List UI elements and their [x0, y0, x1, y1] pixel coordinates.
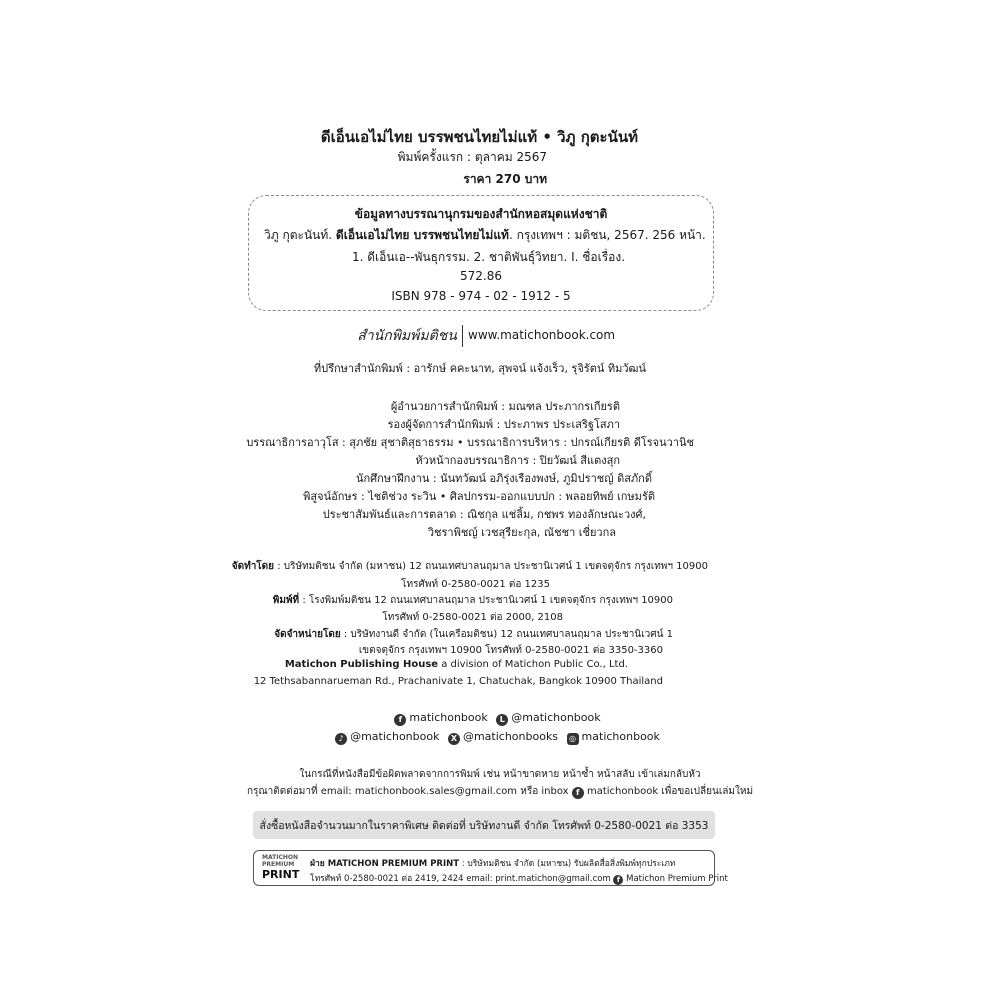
proof-design: พิสูจน์อักษร : ไชติช่วง ระวิน • ศิลปกรรม-ออกแบบปก : พลอยทิพย์ เกษมรัติ [303, 490, 655, 503]
printed-phone: โทรศัพท์ 0-2580-0021 ต่อ 2000, 2108 [382, 612, 563, 623]
instagram-handle[interactable]: matichonbook [581, 730, 660, 743]
address-en: 12 Tethsabannarueman Rd., Prachanivate 1, Chatuchak, Bangkok 10900 Thailand [253, 676, 663, 687]
editorial-head: หัวหน้ากองบรรณาธิการ : ปิยวัฒน์ สีแตงสุก [415, 454, 620, 467]
premium-print-box [253, 850, 728, 886]
line-handle[interactable]: @matichonbook [511, 711, 601, 724]
premium-print-line-1 [310, 856, 675, 870]
facebook-icon[interactable]: f [394, 714, 406, 726]
tiktok-handle[interactable]: @matichonbook [350, 730, 440, 743]
price: ราคา 270 บาท [463, 172, 547, 186]
logo-divider [462, 325, 463, 347]
made-by [232, 559, 708, 574]
editors: บรรณาธิการอาวุโส : สุภชัย สุชาติสุธาธรรม • บรรณาธิการบริหาร : ปกรณ์เกียรติ ดีโรจนวานิช [246, 436, 694, 449]
line-icon[interactable]: L [496, 714, 508, 726]
made-by-text: : บริษัทมติชน จำกัด (มหาชน) 12 ถนนเทศบาลนฤมาล ประชานิเวศน์ 1 เขตจตุจักร กรุงเทพฯ 10900 [274, 561, 708, 572]
facebook-icon[interactable]: f [572, 787, 584, 799]
distributor-phone: เขตจตุจักร กรุงเทพฯ 10900 โทรศัพท์ 0-2580-0021 ต่อ 3350-3360 [358, 645, 663, 656]
director: ผู้อำนวยการสำนักพิมพ์ : มณฑล ประภากรเกียรติ [390, 400, 620, 413]
printed-at [273, 593, 673, 608]
premium-print-desc: : บริษัทมติชน จำกัด (มหาชน) รับผลิตสื่อสิ่งพิมพ์ทุกประเภท [459, 859, 676, 869]
first-print: พิมพ์ครั้งแรก : ตุลาคม 2567 [397, 150, 547, 164]
made-by-label: จัดทำโดย [231, 561, 275, 572]
deputy-manager: รองผู้จัดการสำนักพิมพ์ : ประภาพร ประเสริฐโสภา [387, 418, 620, 431]
premium-print-label: ฝ่าย MATICHON PREMIUM PRINT [310, 859, 460, 869]
instagram-icon[interactable]: ◎ [567, 733, 579, 745]
cip-subjects: 1. ดีเอ็นเอ--พันธุกรรม. 2. ชาติพันธุ์วิทยา. I. ชื่อเรื่อง. [352, 250, 626, 264]
trainees: นักศึกษาฝึกงาน : นันทวัฒน์ อภิรุ่งเรืองพงษ์, ภูมิปราชญ์ ดิสภักดิ์ [355, 472, 652, 485]
x-handle[interactable]: @matichonbooks [462, 730, 559, 743]
cip-title: ดีเอ็นเอไม่ไทย บรรพชนไทยไม่แท้ [335, 228, 509, 242]
logo-premium: PREMIUM [262, 861, 295, 868]
notice-exchange: เพื่อขอเปลี่ยนเล่มใหม่ [661, 786, 754, 797]
website: www.matichonbook.com [468, 328, 616, 342]
facebook-handle[interactable]: matichonbook [409, 711, 488, 724]
x-icon[interactable]: X [448, 733, 460, 745]
cip-entry [264, 226, 706, 245]
distributor-label: จัดจำหน่ายโดย [274, 629, 341, 640]
tiktok-icon[interactable]: ♪ [335, 733, 347, 745]
social-row-2 [0, 730, 1000, 745]
logo-print: PRINT [262, 868, 300, 881]
cip-author: วิภู กุตะนันท์. [264, 228, 336, 242]
premium-print-contact: โทรศัพท์ 0-2580-0021 ต่อ 2419, 2424 email: print.matichon@gmail.com [310, 874, 611, 884]
publishing-house-rest: a division of Matichon Public Co., Ltd. [438, 659, 628, 670]
notice-line-1: ในกรณีที่หนังสือมีข้อผิดพลาดจากการพิมพ์ เช่น หน้าขาดหาย หน้าซ้ำ หน้าสลับ เข้าเล่มกลับหัว [299, 769, 701, 780]
cip-classification: 572.86 [460, 269, 502, 283]
publishing-house-name: Matichon Publishing House [284, 659, 439, 670]
logo-matichon: MATICHON [262, 854, 299, 861]
publishing-house [285, 659, 628, 670]
pr-marketing-1: ประชาสัมพันธ์และการตลาด : ณิชกุล แช่ลิ้ม, กชพร ทองลักษณะวงศ์, [322, 508, 646, 521]
notice-page[interactable]: matichonbook [586, 786, 659, 797]
pr-marketing-2: วิชราพิชญ์ เวชสุรียะกุล, ณัชชา เชี่ยวกล [427, 526, 616, 539]
notice-contact: กรุณาติดต่อมาที่ email: matichonbook.sales@gmail.com หรือ inbox [246, 786, 569, 797]
bulk-order-text: สั่งซื้อหนังสือจำนวนมากในราคาพิเศษ ติดต่อที่ บริษัทงานดี จำกัด โทรศัพท์ 0-2580-0021 ต่อ 3353 [259, 819, 709, 832]
advisors: ที่ปรึกษาสำนักพิมพ์ : อารักษ์ คคะนาท, สุพจน์ แจ้งเร็ว, รุจิรัตน์ ทิมวัฒน์ [313, 362, 646, 375]
made-by-phone: โทรศัพท์ 0-2580-0021 ต่อ 1235 [401, 579, 550, 590]
bulk-order-banner [253, 811, 715, 839]
printed-label: พิมพ์ที่ [272, 595, 300, 606]
printed-text: : โรงพิมพ์มติชน 12 ถนนเทศบาลนฤมาล ประชานิเวศน์ 1 เขตจตุจักร กรุงเทพฯ 10900 [299, 595, 673, 606]
cip-publication: . กรุงเทพฯ : มติชน, 2567. 256 หน้า. [508, 228, 706, 242]
cip-isbn: ISBN 978 - 974 - 02 - 1912 - 5 [391, 289, 571, 303]
matichon-logo: สำนักพิมพ์มติชน [357, 328, 457, 344]
book-title: ดีเอ็นเอไม่ไทย บรรพชนไทยไม่แท้ • วิภู กุตะนันท์ [320, 128, 638, 146]
premium-print-logo [262, 855, 306, 880]
notice-line-2 [0, 784, 1000, 799]
cip-heading: ข้อมูลทางบรรณานุกรมของสำนักหอสมุดแห่งชาติ [354, 207, 608, 221]
social-row-1 [0, 711, 1000, 726]
premium-print-line-2 [310, 871, 728, 885]
distributor [274, 627, 673, 642]
premium-print-page[interactable]: Matichon Premium Print [626, 874, 728, 884]
facebook-icon[interactable]: f [613, 875, 623, 885]
distributor-text: : บริษัทงานดี จำกัด (ในเครือมติชน) 12 ถนนเทศบาลนฤมาล ประชานิเวศน์ 1 [340, 629, 673, 640]
